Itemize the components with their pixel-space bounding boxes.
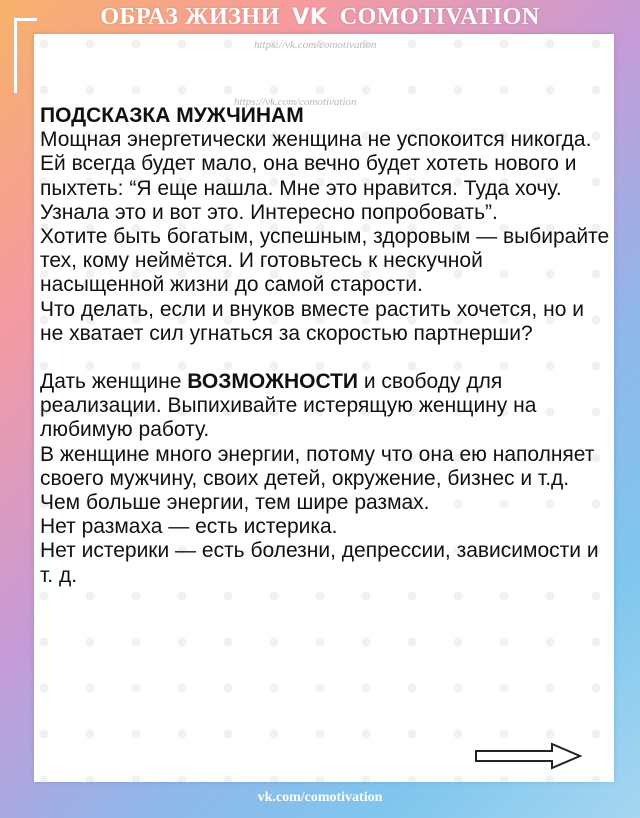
post-content	[40, 104, 610, 588]
post-card	[34, 34, 614, 782]
paragraph-7: Нет размаха — есть истерика.	[40, 515, 338, 539]
paragraph-1: Мощная энергетически женщина не успокоится никогда. Ей всегда будет мало, она вечно будет хотеть нового и пыхтеть: “Я еще нашла. Мне это нравится. Туда хочу. Узнала это и вот это. Интересно попробовать”.	[40, 128, 592, 224]
brand-header	[0, 4, 640, 31]
paragraph-4-end: и свободу для реализации. Выпихивайте истерящую женщину на любимую работу.	[40, 370, 537, 442]
right-arrow-icon[interactable]	[474, 742, 584, 770]
vk-logo-icon: VK	[292, 5, 328, 30]
paragraph-8: Нет истерики — есть болезни, депрессии, зависимости и т. д.	[40, 539, 599, 587]
watermark-mid: https://vk.com/comotivation	[234, 96, 357, 108]
paragraph-3: Что делать, если и внуков вместе растить хочется, но и не хватает сил угнаться за скоростью партнерши?	[40, 297, 584, 345]
paragraph-4-start: Дать женщине	[40, 370, 188, 394]
post-title: ПОДСКАЗКА МУЖЧИНАМ	[40, 104, 304, 127]
paragraph-5: В женщине много энергии, потому что она ею наполняет своего мужчину, своих детей, окружение, бизнес и т.д.	[40, 442, 595, 490]
brand-right: COMOTIVATION	[339, 4, 540, 30]
paragraph-4	[40, 370, 610, 443]
paragraph-2: Хотите быть богатым, успешным, здоровым — выбирайте тех, кому неймётся. И готовьтесь к нескучной насыщенной жизни до самой старости.	[40, 225, 610, 297]
paragraph-spacer	[40, 346, 610, 370]
paragraph-6: Чем больше энергии, тем шире размах.	[40, 491, 430, 515]
watermark-top: https://vk.com/comotivation	[254, 39, 377, 51]
paragraph-4-emphasis: ВОЗМОЖНОСТИ	[187, 370, 359, 394]
brand-left: ОБРАЗ ЖИЗНИ	[100, 4, 280, 30]
footer-link[interactable]: vk.com/comotivation	[257, 790, 383, 805]
